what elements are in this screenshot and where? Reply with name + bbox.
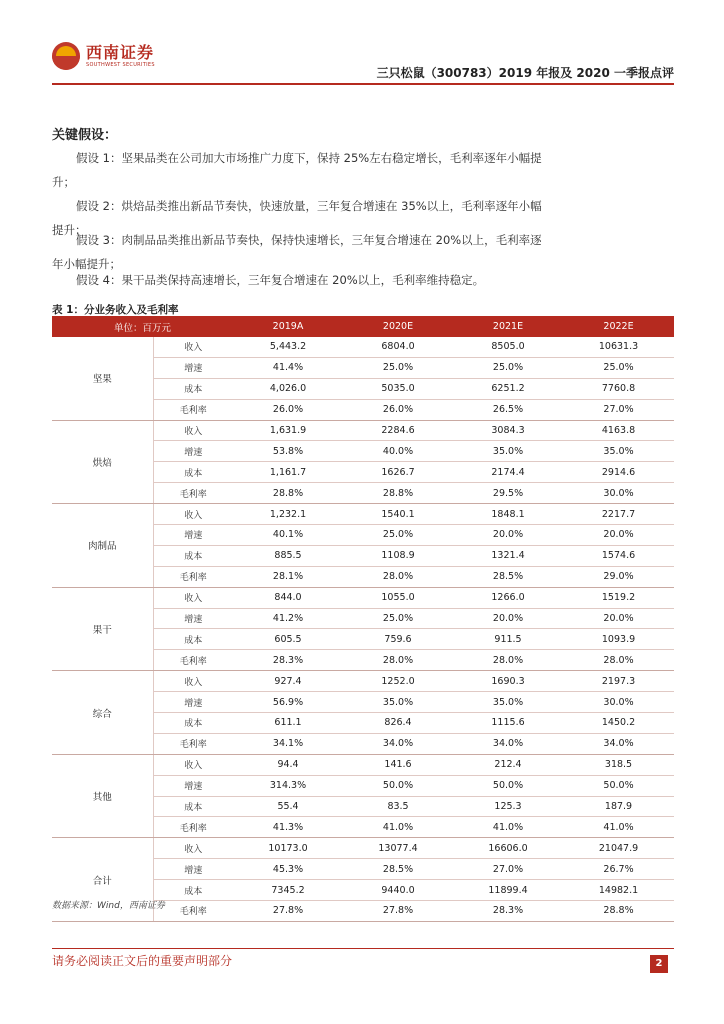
value-cell: 4,026.0 xyxy=(233,378,343,399)
value-cell: 885.5 xyxy=(233,545,343,566)
value-cell: 5,443.2 xyxy=(233,337,343,357)
company-logo xyxy=(52,42,155,70)
value-cell: 11899.4 xyxy=(453,880,563,901)
value-cell: 28.0% xyxy=(343,566,453,587)
value-cell: 1574.6 xyxy=(563,545,674,566)
value-cell: 6251.2 xyxy=(453,378,563,399)
metric-cell: 成本 xyxy=(153,378,233,399)
metric-cell: 毛利率 xyxy=(153,650,233,671)
value-cell: 28.5% xyxy=(343,859,453,880)
value-cell: 35.0% xyxy=(563,441,674,462)
metric-cell: 增速 xyxy=(153,525,233,546)
logo-mark-icon xyxy=(52,42,80,70)
value-cell: 50.0% xyxy=(343,775,453,796)
value-cell: 20.0% xyxy=(563,608,674,629)
metric-cell: 成本 xyxy=(153,880,233,901)
value-cell: 29.0% xyxy=(563,566,674,587)
value-cell: 41.2% xyxy=(233,608,343,629)
value-cell: 927.4 xyxy=(233,671,343,692)
value-cell: 1,232.1 xyxy=(233,504,343,525)
value-cell: 25.0% xyxy=(343,525,453,546)
metric-cell: 增速 xyxy=(153,859,233,880)
assumption-3: 假设 3：肉制品品类推出新品节奏快，保持快速增长，三年复合增速在 20%以上，毛利率逐年小幅提升； xyxy=(52,233,542,271)
value-cell: 1252.0 xyxy=(343,671,453,692)
page-number: 2 xyxy=(650,955,668,973)
metric-cell: 成本 xyxy=(153,545,233,566)
value-cell: 1519.2 xyxy=(563,587,674,608)
value-cell: 1626.7 xyxy=(343,462,453,483)
header-unit: 单位：百万元 xyxy=(52,316,233,337)
value-cell: 2914.6 xyxy=(563,462,674,483)
value-cell: 28.8% xyxy=(563,901,674,922)
value-cell: 26.5% xyxy=(453,399,563,420)
value-cell: 25.0% xyxy=(453,357,563,378)
value-cell: 25.0% xyxy=(343,357,453,378)
report-title: 三只松鼠（300783）2019 年报及 2020 一季报点评 xyxy=(376,66,674,80)
value-cell: 605.5 xyxy=(233,629,343,650)
assumption-4: 假设 4：果干品类保持高速增长，三年复合增速在 20%以上，毛利率维持稳定。 xyxy=(76,273,485,287)
value-cell: 41.0% xyxy=(343,817,453,838)
value-cell: 125.3 xyxy=(453,796,563,817)
value-cell: 27.8% xyxy=(343,901,453,922)
metric-cell: 增速 xyxy=(153,775,233,796)
metric-cell: 收入 xyxy=(153,337,233,357)
value-cell: 141.6 xyxy=(343,754,453,775)
metric-cell: 毛利率 xyxy=(153,733,233,754)
value-cell: 187.9 xyxy=(563,796,674,817)
value-cell: 13077.4 xyxy=(343,838,453,859)
value-cell: 20.0% xyxy=(453,525,563,546)
value-cell: 8505.0 xyxy=(453,337,563,357)
value-cell: 1690.3 xyxy=(453,671,563,692)
value-cell: 28.0% xyxy=(563,650,674,671)
value-cell: 27.0% xyxy=(453,859,563,880)
table-row xyxy=(52,337,674,357)
value-cell: 27.8% xyxy=(233,901,343,922)
table-row xyxy=(52,754,674,775)
value-cell: 30.0% xyxy=(563,692,674,713)
logo-chinese-name: 西南证券 xyxy=(86,43,155,62)
metric-cell: 毛利率 xyxy=(153,901,233,922)
logo-english-name: SOUTHWEST SECURITIES xyxy=(86,62,155,68)
metric-cell: 成本 xyxy=(153,629,233,650)
value-cell: 28.5% xyxy=(453,566,563,587)
table-header-row xyxy=(52,316,674,337)
value-cell: 28.3% xyxy=(233,650,343,671)
category-cell: 烘焙 xyxy=(52,420,153,504)
metric-cell: 收入 xyxy=(153,504,233,525)
value-cell: 10631.3 xyxy=(563,337,674,357)
value-cell: 1093.9 xyxy=(563,629,674,650)
value-cell: 16606.0 xyxy=(453,838,563,859)
value-cell: 41.4% xyxy=(233,357,343,378)
table-row xyxy=(52,671,674,692)
value-cell: 28.8% xyxy=(233,483,343,504)
value-cell: 83.5 xyxy=(343,796,453,817)
value-cell: 5035.0 xyxy=(343,378,453,399)
category-cell: 其他 xyxy=(52,754,153,838)
value-cell: 911.5 xyxy=(453,629,563,650)
metric-cell: 毛利率 xyxy=(153,399,233,420)
value-cell: 45.3% xyxy=(233,859,343,880)
value-cell: 26.0% xyxy=(233,399,343,420)
metric-cell: 收入 xyxy=(153,754,233,775)
page-header xyxy=(0,0,724,90)
table-row xyxy=(52,587,674,608)
value-cell: 28.1% xyxy=(233,566,343,587)
metric-cell: 成本 xyxy=(153,796,233,817)
value-cell: 7345.2 xyxy=(233,880,343,901)
value-cell: 50.0% xyxy=(563,775,674,796)
section-title: 关键假设： xyxy=(52,128,118,143)
metric-cell: 增速 xyxy=(153,357,233,378)
value-cell: 34.0% xyxy=(563,733,674,754)
value-cell: 25.0% xyxy=(563,357,674,378)
metric-cell: 增速 xyxy=(153,441,233,462)
metric-cell: 收入 xyxy=(153,587,233,608)
metric-cell: 增速 xyxy=(153,692,233,713)
metric-cell: 毛利率 xyxy=(153,483,233,504)
value-cell: 2197.3 xyxy=(563,671,674,692)
table-row xyxy=(52,504,674,525)
metric-cell: 成本 xyxy=(153,713,233,734)
value-cell: 53.8% xyxy=(233,441,343,462)
value-cell: 34.0% xyxy=(343,733,453,754)
footer-disclaimer: 请务必阅读正文后的重要声明部分 xyxy=(52,954,233,968)
category-cell: 合计 xyxy=(52,838,153,922)
value-cell: 2217.7 xyxy=(563,504,674,525)
value-cell: 2174.4 xyxy=(453,462,563,483)
metric-cell: 收入 xyxy=(153,420,233,441)
value-cell: 1848.1 xyxy=(453,504,563,525)
value-cell: 34.1% xyxy=(233,733,343,754)
value-cell: 29.5% xyxy=(453,483,563,504)
revenue-table xyxy=(52,316,674,922)
value-cell: 4163.8 xyxy=(563,420,674,441)
value-cell: 1540.1 xyxy=(343,504,453,525)
value-cell: 826.4 xyxy=(343,713,453,734)
value-cell: 1266.0 xyxy=(453,587,563,608)
value-cell: 25.0% xyxy=(343,608,453,629)
value-cell: 1,161.7 xyxy=(233,462,343,483)
value-cell: 759.6 xyxy=(343,629,453,650)
value-cell: 14982.1 xyxy=(563,880,674,901)
value-cell: 35.0% xyxy=(343,692,453,713)
value-cell: 318.5 xyxy=(563,754,674,775)
assumption-2: 假设 2：烘焙品类推出新品节奏快，快速放量，三年复合增速在 35%以上，毛利率逐年小幅提升； xyxy=(52,199,542,237)
value-cell: 40.0% xyxy=(343,441,453,462)
value-cell: 611.1 xyxy=(233,713,343,734)
value-cell: 40.1% xyxy=(233,525,343,546)
metric-cell: 收入 xyxy=(153,671,233,692)
metric-cell: 增速 xyxy=(153,608,233,629)
metric-cell: 收入 xyxy=(153,838,233,859)
metric-cell: 毛利率 xyxy=(153,566,233,587)
value-cell: 41.0% xyxy=(453,817,563,838)
value-cell: 56.9% xyxy=(233,692,343,713)
header-year-2021e: 2021E xyxy=(453,316,563,337)
value-cell: 27.0% xyxy=(563,399,674,420)
metric-cell: 毛利率 xyxy=(153,817,233,838)
value-cell: 35.0% xyxy=(453,692,563,713)
table-caption: 表 1：分业务收入及毛利率 xyxy=(52,304,179,316)
value-cell: 1108.9 xyxy=(343,545,453,566)
value-cell: 28.8% xyxy=(343,483,453,504)
category-cell: 综合 xyxy=(52,671,153,755)
value-cell: 1115.6 xyxy=(453,713,563,734)
value-cell: 20.0% xyxy=(563,525,674,546)
value-cell: 3084.3 xyxy=(453,420,563,441)
category-cell: 坚果 xyxy=(52,337,153,420)
value-cell: 28.3% xyxy=(453,901,563,922)
data-source: 数据来源：Wind，西南证券 xyxy=(52,901,165,911)
value-cell: 6804.0 xyxy=(343,337,453,357)
value-cell: 26.7% xyxy=(563,859,674,880)
value-cell: 7760.8 xyxy=(563,378,674,399)
value-cell: 1321.4 xyxy=(453,545,563,566)
value-cell: 10173.0 xyxy=(233,838,343,859)
category-cell: 果干 xyxy=(52,587,153,671)
value-cell: 9440.0 xyxy=(343,880,453,901)
value-cell: 2284.6 xyxy=(343,420,453,441)
value-cell: 55.4 xyxy=(233,796,343,817)
value-cell: 94.4 xyxy=(233,754,343,775)
value-cell: 50.0% xyxy=(453,775,563,796)
category-cell: 肉制品 xyxy=(52,504,153,588)
footer-divider xyxy=(52,948,674,949)
value-cell: 30.0% xyxy=(563,483,674,504)
header-year-2019a: 2019A xyxy=(233,316,343,337)
value-cell: 1,631.9 xyxy=(233,420,343,441)
metric-cell: 成本 xyxy=(153,462,233,483)
value-cell: 26.0% xyxy=(343,399,453,420)
value-cell: 20.0% xyxy=(453,608,563,629)
value-cell: 35.0% xyxy=(453,441,563,462)
value-cell: 41.3% xyxy=(233,817,343,838)
value-cell: 21047.9 xyxy=(563,838,674,859)
value-cell: 844.0 xyxy=(233,587,343,608)
header-year-2022e: 2022E xyxy=(563,316,674,337)
value-cell: 1450.2 xyxy=(563,713,674,734)
table-row xyxy=(52,420,674,441)
value-cell: 314.3% xyxy=(233,775,343,796)
value-cell: 34.0% xyxy=(453,733,563,754)
value-cell: 28.0% xyxy=(343,650,453,671)
header-divider xyxy=(52,83,674,85)
value-cell: 212.4 xyxy=(453,754,563,775)
value-cell: 1055.0 xyxy=(343,587,453,608)
header-year-2020e: 2020E xyxy=(343,316,453,337)
value-cell: 28.0% xyxy=(453,650,563,671)
table-row xyxy=(52,838,674,859)
assumption-1: 假设 1：坚果品类在公司加大市场推广力度下，保持 25%左右稳定增长，毛利率逐年小幅提升； xyxy=(52,151,542,189)
value-cell: 41.0% xyxy=(563,817,674,838)
